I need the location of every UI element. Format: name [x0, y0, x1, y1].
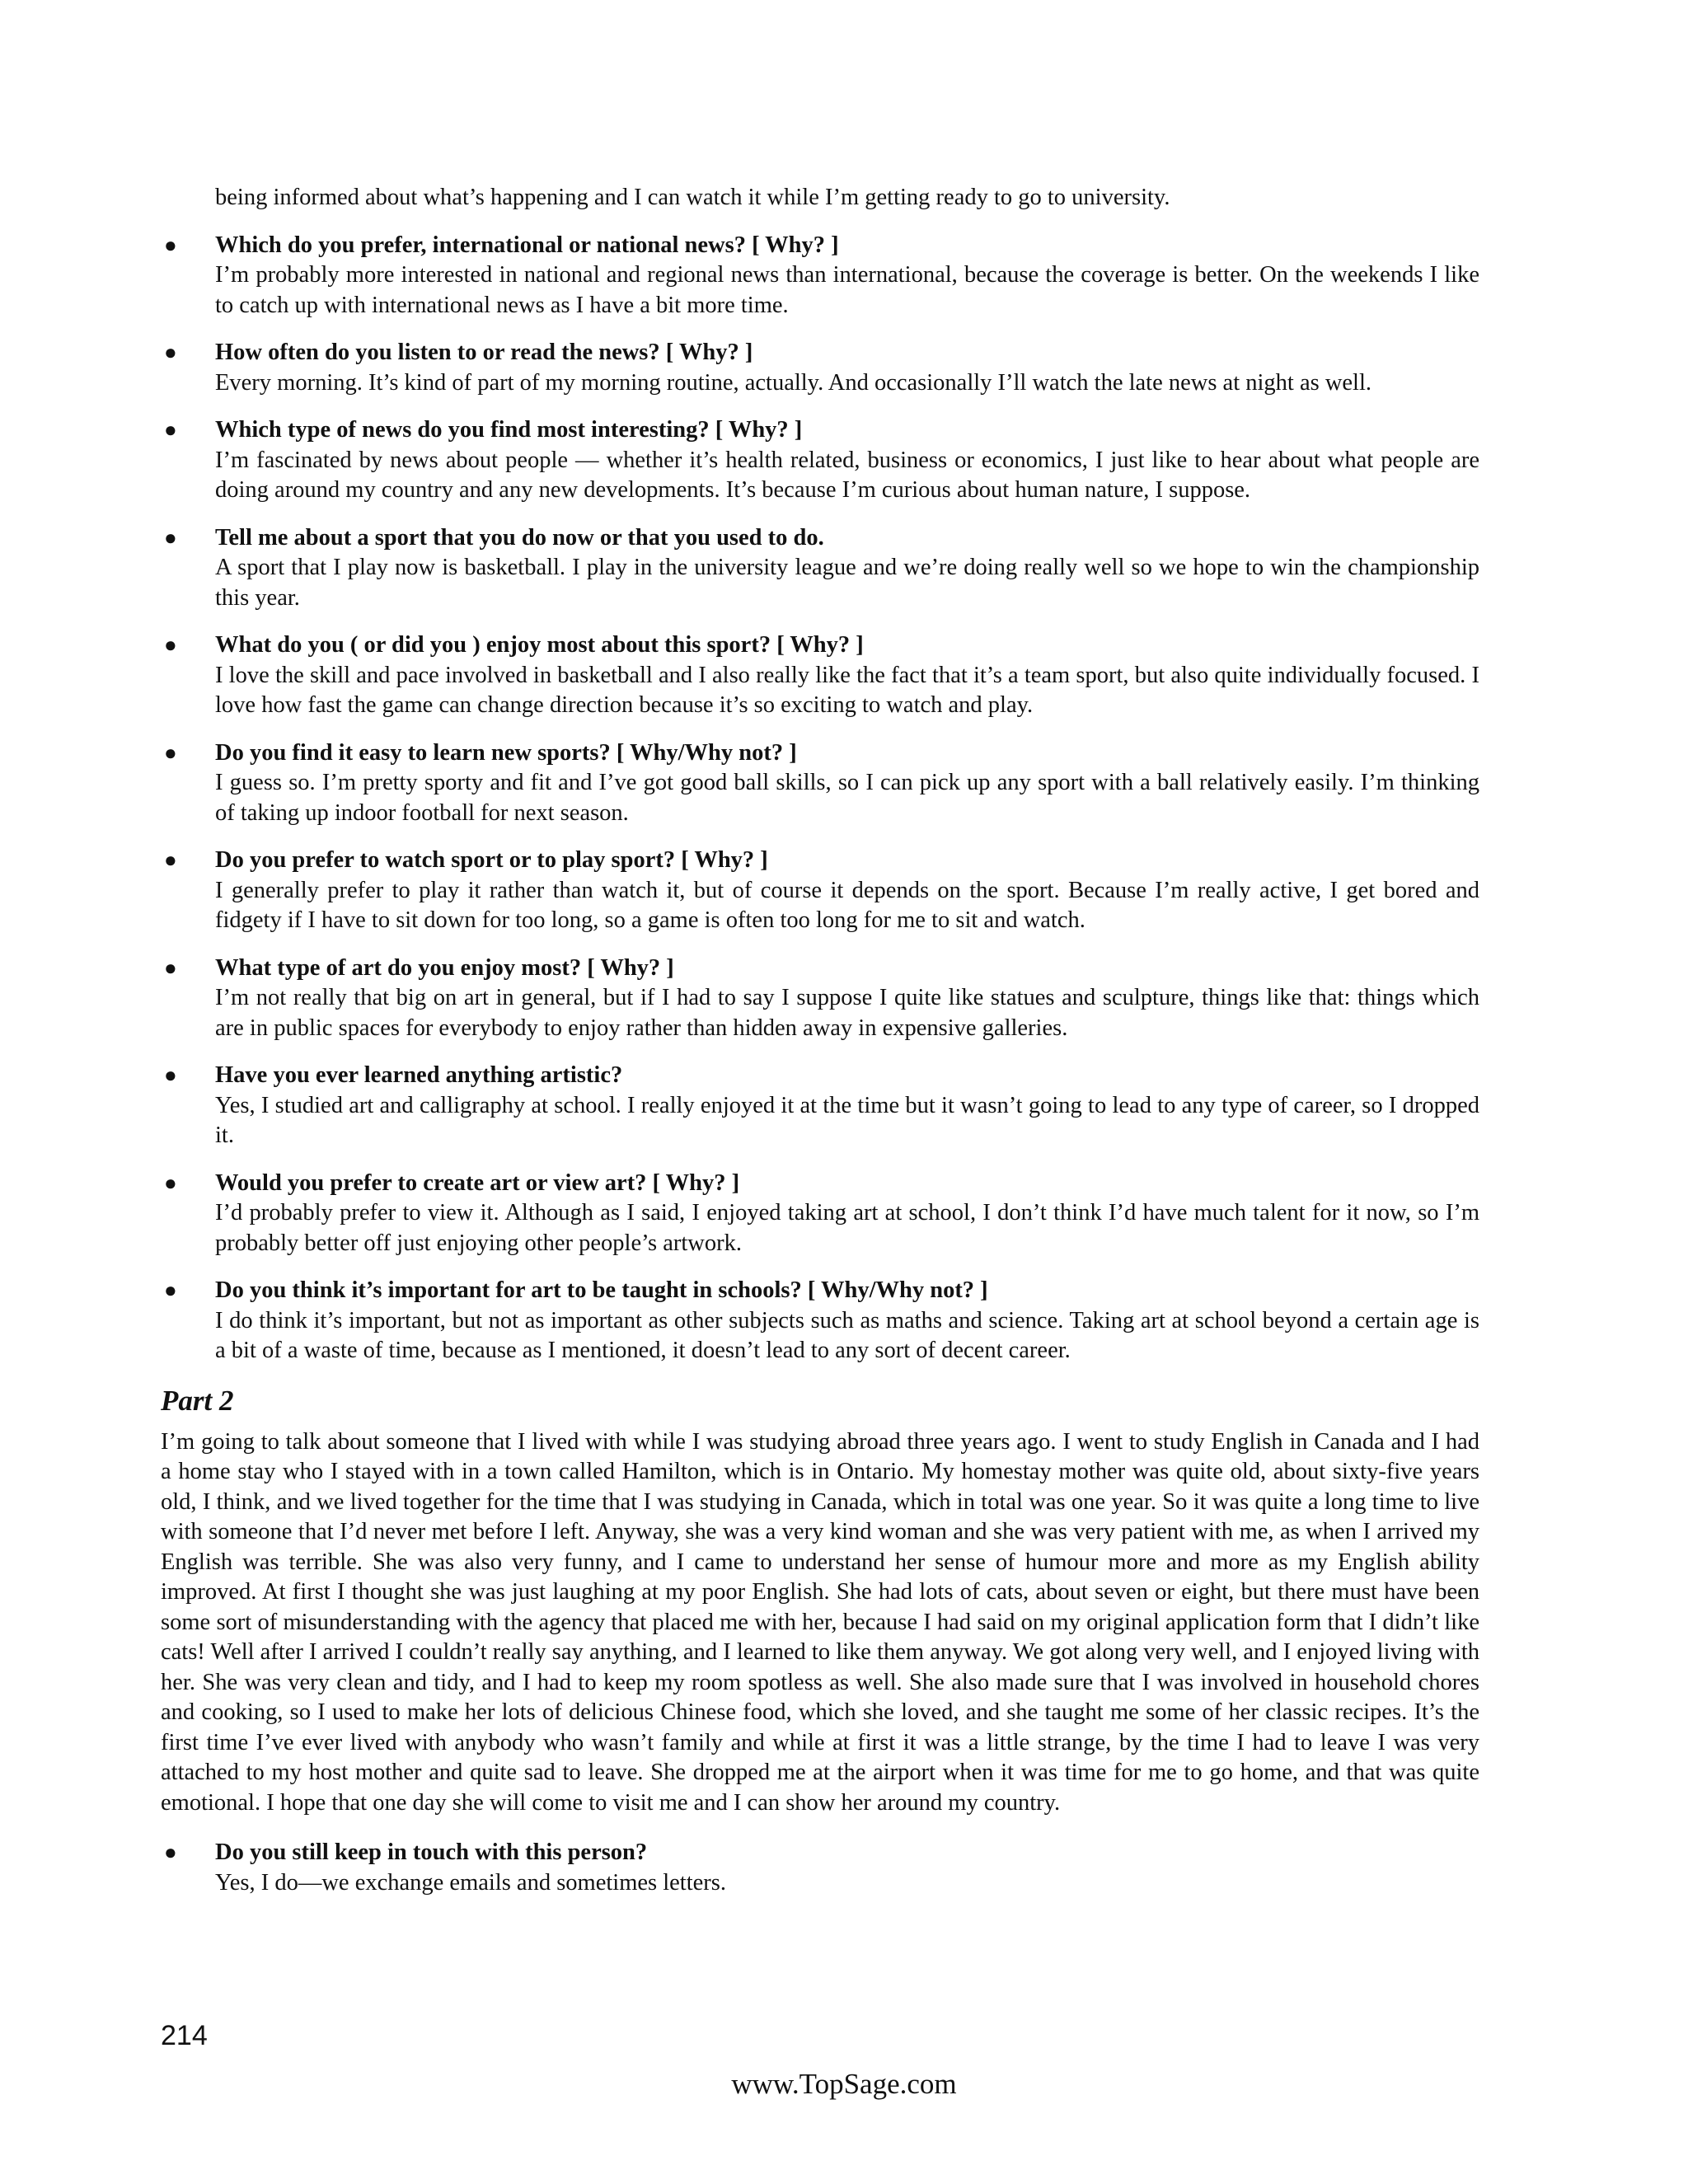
answer: Yes, I do—we exchange emails and sometimes letters. [215, 1869, 727, 1896]
question: Do you prefer to watch sport or to play sport? [ Why? ] [215, 847, 768, 873]
bullet-icon: ● [164, 525, 177, 550]
qa-item [161, 1061, 1479, 1151]
part-2-monologue: I’m going to talk about someone that I lived with while I was studying abroad three years ago. I went to study English in Canada and I had a home stay who I stayed with in a town called Hamilton, which is in Ontario. My homestay mother was quite old, about sixty-five years old, I think, and we lived together for the time that I was studying in Canada, which in total was one year. So it was quite a long time to live with someone that I’d never met before I left. Anyway, she was a very kind woman and she was very patient with me, as when I arrived my English was terrible. She was also very funny, and I came to understand her sense of humour more and more as my English ability improved. At first I thought she was just laughing at my poor English. She had lots of cats, about seven or eight, but there must have been some sort of misunderstanding with the agency that placed me with her, because I had said on my original application form that I didn’t like cats! Well after I arrived I couldn’t really say anything, and I learned to like them anyway. We got along very well, and I enjoyed living with her. She was very clean and tidy, and I had to keep my room spotless as well. She also made sure that I was involved in household chores and cooking, so I used to make her lots of delicious Chinese food, which she loved, and she taught me some of her classic recipes. It’s the first time I’ve ever lived with anybody who wasn’t family and while at first it was a little strange, by the time I had to leave I was very attached to my host mother and quite sad to leave. She dropped me at the airport when it was time for me to go home, and that was quite emotional. I hope that one day she will come to visit me and I can show her around my country. [161, 1428, 1479, 1816]
question: Which do you prefer, international or national news? [ Why? ] [215, 232, 839, 258]
qa-item [161, 1276, 1479, 1366]
answer: I guess so. I’m pretty sporty and fit and I’ve got good ball skills, so I can pick up any sport with a ball relatively easily. I’m thinking of taking up indoor football for next season. [215, 770, 1479, 826]
qa-list [161, 231, 1479, 1366]
question: Would you prefer to create art or view art? [ Why? ] [215, 1169, 740, 1196]
footer-url: www.TopSage.com [731, 2068, 957, 2100]
bullet-icon: ● [164, 418, 177, 442]
qa-item [161, 630, 1479, 721]
bullet-icon: ● [164, 955, 177, 980]
qa-item [161, 1169, 1479, 1259]
bullet-icon: ● [164, 340, 177, 364]
question: Tell me about a sport that you do now or that you used to do. [215, 524, 824, 551]
answer: I’m probably more interested in national and regional news than international, because the coverage is better. On the weekends I like to catch up with international news as I have a bit more time. [215, 262, 1479, 318]
question: Do you find it easy to learn new sports? [ Why/Why not? ] [215, 739, 797, 766]
answer: A sport that I play now is basketball. I play in the university league and we’re doing really well so we hope to win the championship this year. [215, 555, 1479, 611]
continuation-text: being informed about what’s happening and I can watch it while I’m getting ready to go to university. [215, 185, 1170, 210]
bullet-icon: ● [164, 1170, 177, 1195]
qa-item [161, 338, 1479, 398]
bullet-icon: ● [164, 232, 177, 257]
answer: I love the skill and pace involved in basketball and I also really like the fact that it’s a team sport, but also quite individually focused. I love how fast the game can change direction because it’s so exciting to watch and play. [215, 662, 1479, 718]
bullet-icon: ● [164, 1063, 177, 1087]
qa-item [161, 231, 1479, 321]
bullet-icon: ● [164, 1278, 177, 1302]
bullet-icon: ● [164, 740, 177, 765]
qa-item [161, 954, 1479, 1044]
qa-item [161, 415, 1479, 506]
bullet-icon: ● [164, 1840, 177, 1864]
question: How often do you listen to or read the news? [ Why? ] [215, 340, 753, 365]
answer: Every morning. It’s kind of part of my morning routine, actually. And occasionally I’ll watch the late news at night as well. [215, 369, 1372, 396]
bullet-icon: ● [164, 848, 177, 872]
bullet-icon: ● [164, 633, 177, 657]
question: What do you ( or did you ) enjoy most about this sport? [ Why? ] [215, 632, 864, 658]
answer: I generally prefer to play it rather than watch it, but of course it depends on the sport. Because I’m really active, I get bored and fidgety if I have to sit down for too long, so a game is often too long for me to sit and watch. [215, 877, 1479, 933]
answer: I’m not really that big on art in general, but if I had to say I suppose I quite like statues and sculpture, things like that: things which are in public spaces for everybody to enjoy rather than hidden away in expensive galleries. [215, 985, 1479, 1041]
answer: I’m fascinated by news about people — whether it’s health related, business or economics, I just like to hear about what people are doing around my country and any new developments. It’s because I’m curious about human nature, I suppose. [215, 447, 1479, 503]
answer: Yes, I studied art and calligraphy at school. I really enjoyed it at the time but it wasn’t going to lead to any type of career, so I dropped it. [215, 1092, 1479, 1148]
page-content [161, 183, 1479, 1898]
qa-item [161, 523, 1479, 614]
question: Do you still keep in touch with this person? [215, 1840, 648, 1865]
qa-item-followup [161, 1838, 1479, 1898]
question: Do you think it’s important for art to be taught in schools? [ Why/Why not? ] [215, 1277, 988, 1303]
question: Have you ever learned anything artistic? [215, 1062, 623, 1088]
qa-item [161, 846, 1479, 936]
qa-item [161, 738, 1479, 829]
question: Which type of news do you find most interesting? [ Why? ] [215, 417, 803, 443]
question: What type of art do you enjoy most? [ Why? ] [215, 954, 674, 981]
answer: I’d probably prefer to view it. Although as I said, I enjoyed taking art at school, I don’t think I’d have much talent for it now, so I’m probably better off just enjoying other people’s artwork. [215, 1200, 1479, 1256]
section-heading-part-2: Part 2 [161, 1384, 234, 1417]
answer: I do think it’s important, but not as important as other subjects such as maths and science. Taking art at school beyond a certain age is a bit of a waste of time, because as I mentioned, it doesn’t lead to any sort of decent career. [215, 1307, 1479, 1363]
page-number: 214 [161, 2020, 208, 2051]
